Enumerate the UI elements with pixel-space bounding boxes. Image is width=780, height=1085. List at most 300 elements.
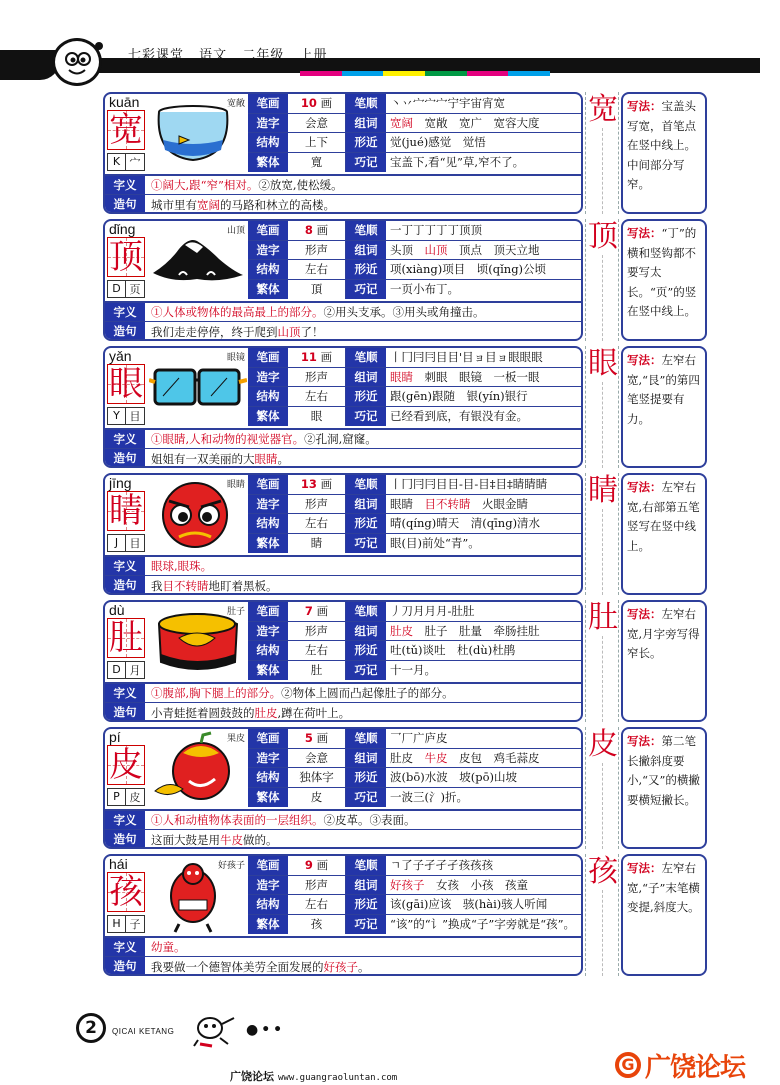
sentence-keyword: 好孩子 — [323, 959, 358, 974]
meaning-primary: ①人和动植物体表面的一层组织。 — [151, 813, 324, 827]
writing-tip-label: 写法： — [627, 734, 662, 748]
row-formation — [248, 495, 583, 515]
label-formation: 造字 — [248, 622, 288, 641]
writing-tip-text: 宝盖头写宽，首笔点在竖中线上。中间部分写窄。 — [627, 99, 696, 191]
meaning-primary: 眼球,眼珠。 — [151, 559, 213, 573]
sentence-post: 地盯着黑板。 — [208, 578, 278, 593]
label-meaning: 字义 — [105, 176, 145, 194]
character-card — [103, 346, 583, 468]
row-traditional — [248, 534, 583, 554]
index-letter: D — [108, 662, 126, 678]
color-strip-segment — [383, 71, 425, 76]
index-box — [107, 407, 145, 425]
info-grid — [248, 856, 583, 934]
radical: 目 — [129, 410, 141, 423]
traditional-value: 皮 — [288, 788, 346, 808]
word-item: 牛皮 — [424, 750, 459, 765]
practice-column — [585, 600, 619, 722]
sentence-row — [105, 194, 581, 214]
radical: 月 — [129, 664, 141, 677]
color-strip-segment — [508, 71, 550, 76]
row-structure — [248, 133, 583, 153]
structure-value: 上下 — [288, 133, 346, 152]
label-traditional: 繁体 — [248, 915, 288, 935]
row-traditional — [248, 788, 583, 808]
practice-column — [585, 473, 619, 595]
meaning-secondary: ②孔洞,窟窿。 — [304, 432, 377, 446]
structure-value: 左右 — [288, 260, 346, 279]
row-strokes — [248, 856, 583, 876]
color-strip-segment — [467, 71, 509, 76]
word-item: 顶点 — [459, 242, 494, 257]
row-structure — [248, 387, 583, 407]
row-strokes — [248, 475, 583, 495]
row-structure — [248, 641, 583, 661]
sentence-text — [145, 324, 581, 340]
meaning-text — [145, 177, 581, 193]
similar-chars: 波(bō)水波 坡(pō)山坡 — [390, 770, 518, 785]
label-strokes: 笔画 — [248, 856, 288, 875]
label-formation: 造字 — [248, 749, 288, 768]
word-item: 火眼金睛 — [482, 496, 528, 511]
illustration-icon — [149, 350, 247, 426]
word-item: 肚子 — [424, 623, 459, 638]
character-block — [103, 854, 703, 976]
illustration-icon — [149, 604, 247, 680]
label-words: 组词 — [346, 241, 386, 260]
main-character: 宽 — [109, 110, 143, 150]
similar-chars: 项(xiàng)项目 顷(qǐng)公顷 — [390, 262, 547, 277]
label-order: 笔顺 — [346, 221, 386, 240]
word-item: 小孩 — [470, 877, 505, 892]
stroke-unit: 画 — [316, 96, 333, 110]
writing-tip-box — [621, 219, 707, 341]
sentence-post: 。 — [358, 959, 370, 974]
radical: 目 — [129, 537, 141, 550]
stroke-number: 7 — [304, 604, 313, 618]
label-similar: 形近 — [346, 133, 386, 152]
label-formation: 造字 — [248, 114, 288, 133]
stroke-count — [288, 94, 346, 113]
label-sentence: 造句 — [105, 957, 145, 976]
stroke-unit: 画 — [316, 477, 333, 491]
word-list — [386, 242, 583, 258]
label-traditional: 繁体 — [248, 280, 288, 300]
index-letter: H — [108, 916, 126, 932]
illustration-icon — [149, 477, 247, 553]
writing-tip-box — [621, 727, 707, 849]
sentence-pre: 我要做一个德智体美劳全面发展的 — [151, 959, 324, 974]
row-formation — [248, 114, 583, 134]
label-tip: 巧记 — [346, 915, 386, 935]
traditional-value: 寬 — [288, 153, 346, 173]
label-similar: 形近 — [346, 514, 386, 533]
label-similar: 形近 — [346, 641, 386, 660]
footer-dots: ●•• — [246, 1022, 286, 1038]
meaning-text — [145, 939, 581, 955]
word-item: 一板一眼 — [493, 369, 540, 384]
row-strokes — [248, 729, 583, 749]
meaning-primary: ①眼睛,人和动物的视觉器官。 — [151, 432, 305, 446]
footer-brand: QICAI KETANG — [112, 1027, 175, 1036]
sentence-row — [105, 321, 581, 341]
sentence-row — [105, 956, 581, 976]
word-item: 眼镜 — [459, 369, 494, 384]
writing-tip-text: “丁”的横和竖钩都不要写太长。“页”的竖在竖中线上。 — [627, 226, 697, 318]
row-traditional — [248, 407, 583, 427]
similar-chars: 吐(tǔ)谈吐 杜(dù)杜鹃 — [390, 643, 516, 658]
traditional-value: 眼 — [288, 407, 346, 427]
sentence-pre: 我们走走停停，终于爬到 — [151, 324, 278, 339]
sentence-keyword: 牛皮 — [220, 832, 243, 847]
stroke-order: ㄱ了子孑孑孑孩孩孩 — [390, 858, 494, 873]
label-formation: 造字 — [248, 876, 288, 895]
row-traditional — [248, 915, 583, 935]
word-list — [386, 115, 583, 131]
stroke-count — [288, 348, 346, 367]
label-strokes: 笔画 — [248, 94, 288, 113]
label-similar: 形近 — [346, 768, 386, 787]
pinyin: jīng — [109, 475, 132, 491]
practice-column — [585, 854, 619, 976]
stroke-number: 13 — [300, 477, 317, 491]
sentence-row — [105, 829, 581, 849]
label-similar: 形近 — [346, 260, 386, 279]
character-card — [103, 473, 583, 595]
label-sentence: 造句 — [105, 322, 145, 341]
label-structure: 结构 — [248, 133, 288, 152]
stroke-number: 11 — [300, 350, 317, 364]
row-formation — [248, 241, 583, 261]
similar-chars: 觉(jué)感觉 觉悟 — [390, 135, 486, 150]
watermark-url: www.guangraoluntan.com — [278, 1073, 398, 1083]
label-order: 笔顺 — [346, 475, 386, 494]
word-item: 眼睛 — [390, 369, 425, 384]
writing-tip-box — [621, 600, 707, 722]
practice-guide-line — [602, 509, 603, 595]
structure-value: 左右 — [288, 387, 346, 406]
stroke-unit: 画 — [312, 731, 329, 745]
meaning-primary: 幼童。 — [151, 940, 186, 954]
index-box — [107, 280, 145, 298]
word-list — [386, 369, 583, 385]
header-bar-cap — [0, 50, 60, 80]
character-card — [103, 600, 583, 722]
label-traditional: 繁体 — [248, 661, 288, 681]
formation-value: 形声 — [288, 368, 346, 387]
meaning-row — [105, 174, 581, 194]
row-structure — [248, 514, 583, 534]
practice-column — [585, 727, 619, 849]
label-tip: 巧记 — [346, 280, 386, 300]
writing-tip-label: 写法： — [627, 861, 662, 875]
main-character: 眼 — [109, 364, 143, 404]
similar-chars: 晴(qíng)晴天 清(qīng)清水 — [390, 516, 541, 531]
writing-tip-text: 左窄右宽,“艮”的第四笔竖提要有力。 — [627, 353, 700, 426]
header-title — [128, 44, 337, 63]
memory-tip: 眼(目)前处“青”。 — [390, 536, 480, 551]
word-item: 皮包 — [459, 750, 494, 765]
info-grid — [248, 729, 583, 807]
practice-character: 肚 — [588, 600, 618, 635]
label-tip: 巧记 — [346, 407, 386, 427]
pinyin: pí — [109, 729, 121, 745]
character-block — [103, 219, 703, 341]
main-character: 皮 — [109, 745, 143, 785]
practice-guide-line — [602, 382, 603, 468]
label-tip: 巧记 — [346, 661, 386, 681]
word-item: 肚皮 — [390, 750, 425, 765]
writing-tip-text: 第二笔长撇斜度要小,“又”的横撇要横短撇长。 — [627, 734, 700, 807]
label-sentence: 造句 — [105, 195, 145, 214]
memory-tip: 一波三(氵)折。 — [390, 790, 468, 805]
label-words: 组词 — [346, 876, 386, 895]
label-order: 笔顺 — [346, 348, 386, 367]
stroke-order: 丶丷宀宀宀宁宇宙宵宽 — [390, 96, 505, 111]
practice-character: 皮 — [588, 727, 618, 762]
label-words: 组词 — [346, 368, 386, 387]
character-block — [103, 92, 703, 214]
practice-guide-line — [602, 890, 603, 976]
label-sentence: 造句 — [105, 449, 145, 468]
watermark-logo — [615, 1048, 780, 1082]
sentence-post: 做的。 — [243, 832, 278, 847]
radical: 页 — [129, 283, 141, 296]
word-item: 宽阔 — [390, 115, 425, 130]
structure-value: 左右 — [288, 641, 346, 660]
illustration-label: 好孩子 — [217, 861, 245, 871]
label-order: 笔顺 — [346, 94, 386, 113]
character-card — [103, 92, 583, 214]
watermark-text — [230, 1068, 397, 1084]
word-item: 牵肠挂肚 — [493, 623, 540, 638]
sentence-keyword: 眼睛 — [254, 451, 278, 466]
stroke-unit: 画 — [312, 604, 329, 618]
sentence-pre: 小青蛙挺着圆鼓鼓的 — [151, 705, 255, 720]
label-structure: 结构 — [248, 260, 288, 279]
row-structure — [248, 895, 583, 915]
watermark-logo-icon: G — [615, 1052, 641, 1078]
pinyin: kuān — [109, 94, 140, 110]
memory-tip: 十一月。 — [390, 663, 436, 678]
stroke-order: 丨冂冃冃目目‐目‑目‡目‡睛睛睛 — [390, 477, 548, 492]
label-tip: 巧记 — [346, 534, 386, 554]
label-structure: 结构 — [248, 387, 288, 406]
illustration-label: 宽敞 — [226, 99, 245, 109]
label-structure: 结构 — [248, 768, 288, 787]
writing-tip-text: 左窄右宽,“子”末笔横变提,斜度大。 — [627, 861, 700, 914]
running-mascot-icon — [190, 1010, 240, 1048]
main-character: 孩 — [109, 872, 143, 912]
row-formation — [248, 368, 583, 388]
volume-name: 上册 — [299, 48, 328, 63]
formation-value: 形声 — [288, 876, 346, 895]
index-box — [107, 661, 145, 679]
meaning-text — [145, 431, 581, 447]
footer-mascot-icon — [190, 1010, 240, 1048]
sentence-pre: 城市里有 — [151, 197, 197, 212]
traditional-value: 頂 — [288, 280, 346, 300]
row-formation — [248, 876, 583, 896]
label-meaning: 字义 — [105, 811, 145, 829]
sentence-pre: 姐姐有一双美丽的大 — [151, 451, 255, 466]
character-card — [103, 219, 583, 341]
label-sentence: 造句 — [105, 576, 145, 595]
character-card — [103, 854, 583, 976]
practice-character: 眼 — [588, 346, 618, 381]
label-strokes: 笔画 — [248, 221, 288, 240]
row-traditional — [248, 661, 583, 681]
character-block — [103, 727, 703, 849]
stroke-order: 丿刀月月月-肚肚 — [390, 604, 475, 619]
character-card — [103, 727, 583, 849]
index-letter: Y — [108, 408, 126, 424]
sentence-text — [145, 959, 581, 975]
stroke-count — [288, 221, 346, 240]
illustration-icon — [149, 223, 247, 299]
pinyin: dǐng — [109, 221, 136, 237]
row-strokes — [248, 221, 583, 241]
radical: 宀 — [129, 156, 141, 169]
mascot-face-icon — [57, 43, 97, 81]
practice-guide-line — [602, 636, 603, 722]
page-number: 2 — [76, 1013, 106, 1043]
character-block — [103, 473, 703, 595]
label-words: 组词 — [346, 749, 386, 768]
sentence-post: 的马路和林立的高楼。 — [220, 197, 335, 212]
word-item: 宽敞 — [424, 115, 459, 130]
label-traditional: 繁体 — [248, 534, 288, 554]
stroke-count — [288, 602, 346, 621]
label-sentence: 造句 — [105, 830, 145, 849]
index-letter: K — [108, 154, 126, 170]
index-box — [107, 534, 145, 552]
label-structure: 结构 — [248, 514, 288, 533]
info-grid — [248, 94, 583, 172]
word-item: 顶天立地 — [493, 242, 540, 257]
row-strokes — [248, 94, 583, 114]
row-structure — [248, 768, 583, 788]
label-traditional: 繁体 — [248, 407, 288, 427]
practice-guide-line — [602, 255, 603, 341]
meaning-secondary: ②用头支承。③用头或角撞击。 — [323, 305, 485, 319]
label-traditional: 繁体 — [248, 788, 288, 808]
main-character: 顶 — [109, 237, 143, 277]
similar-chars: 该(gāi)应该 骇(hài)骇人听闻 — [390, 897, 548, 912]
stroke-number: 9 — [304, 858, 313, 872]
meaning-secondary: ②皮革。③表面。 — [323, 813, 416, 827]
stroke-number: 8 — [304, 223, 313, 237]
practice-column — [585, 346, 619, 468]
label-similar: 形近 — [346, 387, 386, 406]
sentence-row — [105, 575, 581, 595]
word-item: 女孩 — [436, 877, 471, 892]
label-meaning: 字义 — [105, 303, 145, 321]
sentence-pre: 这面大鼓是用 — [151, 832, 220, 847]
label-meaning: 字义 — [105, 938, 145, 956]
meaning-row — [105, 301, 581, 321]
word-item: 孩童 — [505, 877, 528, 892]
label-order: 笔顺 — [346, 602, 386, 621]
illustration-label: 果皮 — [226, 734, 245, 744]
illustration-label: 眼睛 — [226, 480, 245, 490]
writing-tip-label: 写法： — [627, 480, 662, 494]
character-list — [103, 92, 703, 981]
memory-tip: 一页小布丁。 — [390, 282, 459, 297]
info-grid — [248, 221, 583, 299]
illustration-icon — [149, 858, 247, 934]
writing-tip-box — [621, 346, 707, 468]
label-formation: 造字 — [248, 368, 288, 387]
stroke-order: 一丁丁丁丁丁顶顶 — [390, 223, 482, 238]
practice-character: 宽 — [588, 92, 618, 127]
word-item: 宽容大度 — [493, 115, 540, 130]
illustration-label: 肚子 — [226, 607, 245, 617]
character-block — [103, 600, 703, 722]
pinyin: hái — [109, 856, 128, 872]
practice-column — [585, 92, 619, 214]
row-strokes — [248, 348, 583, 368]
meaning-text — [145, 685, 581, 701]
word-item: 山顶 — [424, 242, 459, 257]
label-strokes: 笔画 — [248, 729, 288, 748]
writing-tip-box — [621, 92, 707, 214]
label-meaning: 字义 — [105, 557, 145, 575]
label-formation: 造字 — [248, 241, 288, 260]
word-item: 目不转睛 — [424, 496, 482, 511]
illustration-label: 山顶 — [226, 226, 245, 236]
meaning-text — [145, 812, 581, 828]
writing-tip-label: 写法： — [627, 99, 662, 113]
row-formation — [248, 749, 583, 769]
watermark-logo-text: 广饶论坛 — [645, 1052, 746, 1083]
formation-value: 形声 — [288, 495, 346, 514]
stroke-number: 5 — [304, 731, 313, 745]
label-structure: 结构 — [248, 641, 288, 660]
row-traditional — [248, 280, 583, 300]
sentence-text — [145, 832, 581, 848]
practice-column — [585, 219, 619, 341]
practice-character: 睛 — [588, 473, 618, 508]
meaning-row — [105, 428, 581, 448]
info-grid — [248, 475, 583, 553]
word-item: 肚量 — [459, 623, 494, 638]
stroke-order: 丨冂冃冃目目'目ョ目ョ眼眼眼 — [390, 350, 543, 365]
writing-tip-label: 写法： — [627, 226, 662, 240]
label-meaning: 字义 — [105, 684, 145, 702]
practice-guide-line — [602, 128, 603, 214]
memory-tip: “该”的“讠”换成“子”字旁就是“孩”。 — [390, 917, 576, 932]
stroke-number: 10 — [300, 96, 317, 110]
meaning-primary: ①人体或物体的最高最上的部分。 — [151, 305, 324, 319]
character-block — [103, 346, 703, 468]
index-box — [107, 153, 145, 171]
info-grid — [248, 602, 583, 680]
label-strokes: 笔画 — [248, 475, 288, 494]
formation-value: 会意 — [288, 114, 346, 133]
index-box — [107, 788, 145, 806]
grade-name: 二年级 — [242, 48, 285, 63]
label-words: 组词 — [346, 114, 386, 133]
meaning-secondary: ②放宽,使松缓。 — [258, 178, 343, 192]
sentence-keyword: 宽阔 — [197, 197, 220, 212]
sentence-text — [145, 197, 581, 213]
structure-value: 左右 — [288, 514, 346, 533]
stroke-count — [288, 475, 346, 494]
formation-value: 形声 — [288, 622, 346, 641]
label-strokes: 笔画 — [248, 602, 288, 621]
label-tip: 巧记 — [346, 153, 386, 173]
